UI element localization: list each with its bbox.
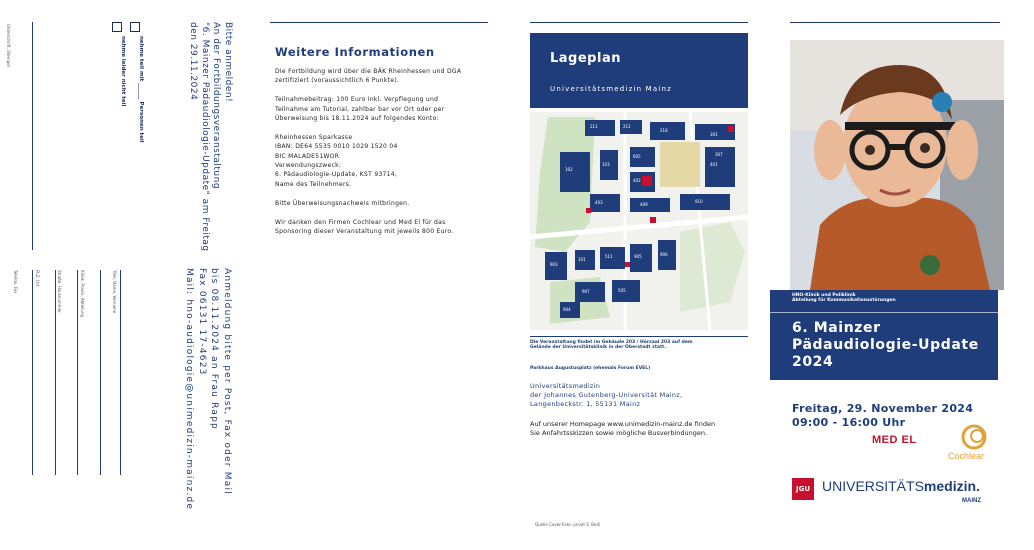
jgu-badge: JGU (792, 478, 814, 500)
photo-credit: Quelle Cover-Foto: privat S. Bedi (535, 522, 601, 527)
university-name-bold: medizin. (923, 478, 980, 494)
map-label: 605 (633, 154, 641, 159)
map-label: 301 (710, 132, 718, 137)
venue-note: Die Veranstaltung findet im Gebäude 203 / Hörsaal 203 auf dem Gelände der Universitätsklinik in der Oberstadt statt. (530, 340, 693, 350)
map-label: 307 (715, 152, 723, 157)
child-with-measurement-glasses-image (790, 40, 1004, 290)
map-label: 907 (582, 289, 590, 294)
map-label: 905 (634, 254, 642, 259)
map-label: 212 (623, 124, 631, 129)
form-field-label-signature: Unterschrift, Stempel (6, 24, 11, 67)
map-subtitle: Universitätsmedizin Mainz (550, 85, 673, 93)
map-label: 409 (640, 202, 648, 207)
event-title-box (770, 290, 998, 380)
map-title: Lageplan (550, 51, 621, 66)
address: Universitätsmedizin der Johannes Gutenberg-Universität Mainz, Langenbeckstr. 1, 55131 Mainz (530, 382, 683, 408)
site-map-graphic (530, 112, 748, 330)
map-label: 101 (578, 257, 586, 262)
form-field-label-city: PLZ, Ort (35, 270, 40, 287)
info-body: Die Fortbildung wird über die BÄK Rheinhessen und DGA zertifiziert (voraussichtlich 6 Punkte). Teilnahmebeitrag: 100 Euro inkl. Verpflegung und Teilnahme am Tutorial, zahlbar bar vor Ort oder per Überweisung bis 18.11.2024 auf folgendes Konto: Rheinhessen Sparkasse IBAN: DE64 5535 0010 1029 1520 04 BIC MALADE51WOR Verwendungszweck: 6. Pädaudiologie-Update, KST 93714, Name des Teilnehmers. Bitte Überweisungsnachweis mitbringen. Wir danken den Firmen Cochlear und Med El für das Sponsoring dieser Veranstaltung mit jeweils 800 Euro. (275, 68, 462, 235)
university-logo (822, 478, 980, 496)
decline-checkbox[interactable] (112, 22, 122, 32)
map-label: 904 (563, 307, 571, 312)
form-field-label-name: Titel, Name, Vorname (112, 270, 117, 314)
homepage-note: Auf unserer Homepage www.unimedizin-mainz.de finden Sie Anfahrtsskizzen sowie mögliche Busverbindungen. (530, 420, 716, 437)
map-label: 401 (710, 162, 718, 167)
map-label: 102 (565, 167, 573, 172)
attend-checkbox[interactable] (130, 22, 140, 32)
map-label: 906 (660, 252, 668, 257)
site-map (530, 112, 748, 330)
cochlear-wordmark: Cochlear (948, 451, 985, 461)
cover-photo (790, 40, 1004, 290)
registration-contact: Anmeldung bitte per Post, Fax oder Mail bis 08.11.2024 an Frau Rapp Fax 06131 17-4623 Mail: hno-audiologie@unimedizin-mainz.de (184, 268, 232, 511)
map-label: 505 (618, 288, 626, 293)
attend-label: nehme teil mit ______ Personen teil (138, 36, 144, 143)
map-label: 910 (695, 199, 703, 204)
event-title: 6. Mainzer Pädaudiologie-Update 2024 (792, 320, 979, 370)
map-label: 903 (550, 262, 558, 267)
map-label: 402 (633, 178, 641, 183)
event-date: Freitag, 29. November 2024 09:00 - 16:00 Uhr (792, 402, 974, 429)
map-label: 511 (605, 254, 613, 259)
medel-logo: MED EL (872, 434, 917, 446)
cochlear-logo (946, 424, 1002, 464)
info-title: Weitere Informationen (275, 45, 435, 59)
map-label: 103 (602, 162, 610, 167)
registration-heading: Bitte anmelden! An der Fortbildungsveranstaltung "6. Mainzer Pädaudiologie-Update" am Freitag den 29.11.2024 (188, 22, 233, 252)
form-field-label-phone: Telefon, Fax (13, 270, 18, 294)
map-label: 218 (660, 128, 668, 133)
university-name-regular: UNIVERSITÄTS (822, 478, 924, 494)
decline-label: nehme leider nicht teil (120, 36, 126, 107)
form-field-label-street: Straße, Hausnummer (57, 270, 62, 313)
map-label: 211 (590, 124, 598, 129)
cochlear-swirl-icon (946, 424, 1002, 450)
map-header (530, 33, 748, 108)
department: HNO-Klinik und Poliklinik Abteilung für Kommunikationsstörungen (792, 293, 896, 303)
university-city: MAINZ (962, 498, 981, 504)
form-field-label-clinic: Klinik, Praxis, Abteilung (80, 270, 85, 318)
parking-note: Parkhaus Augustusplatz (ehemals Forum EVEL) (530, 366, 651, 371)
map-label: 403 (595, 200, 603, 205)
